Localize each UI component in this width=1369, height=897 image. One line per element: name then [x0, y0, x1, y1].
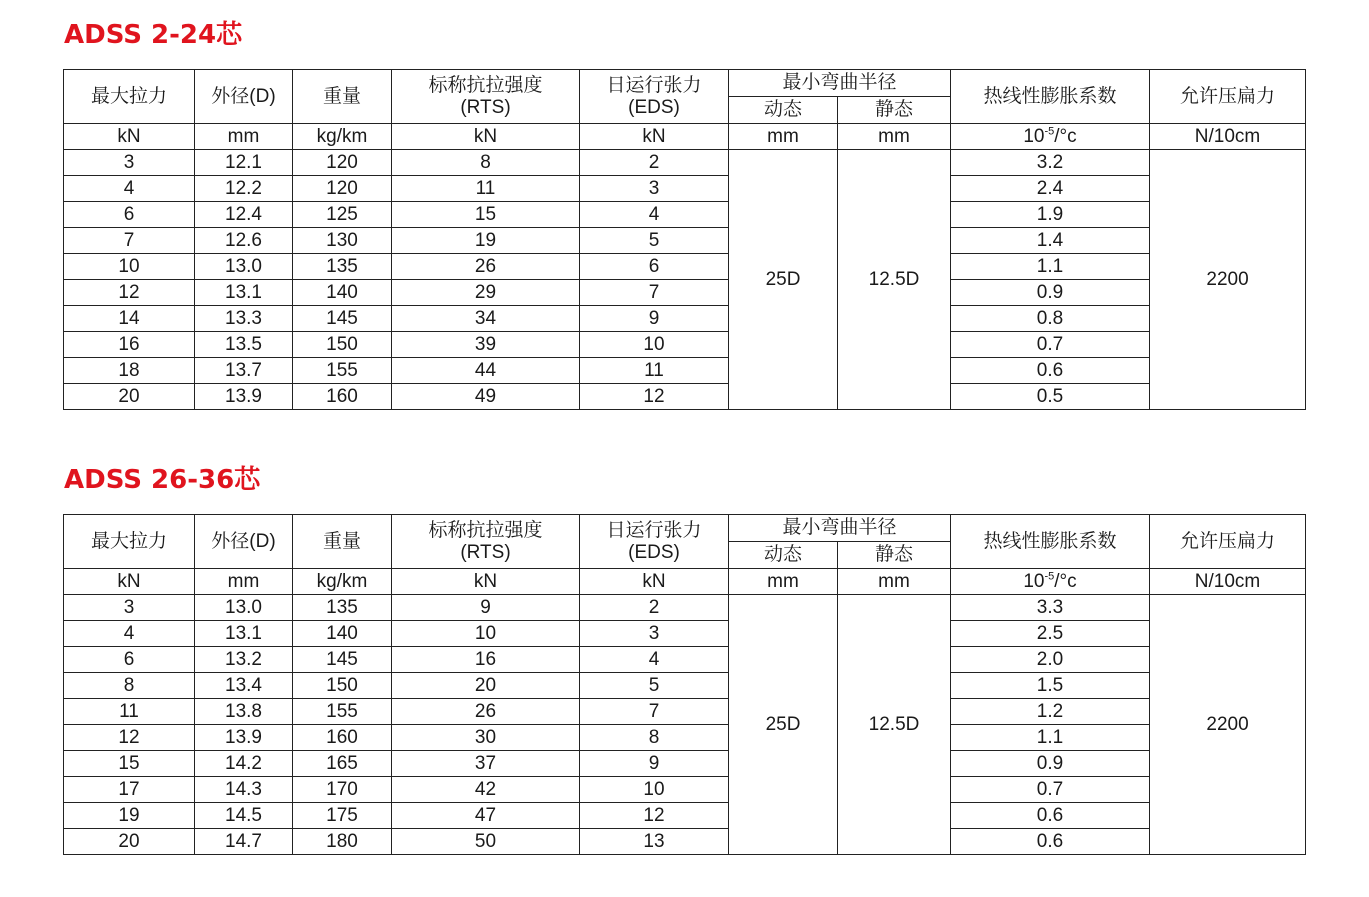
header-crush: 允许压扁力: [1150, 70, 1306, 124]
cell-weight: 160: [293, 725, 392, 751]
cell-eds: 3: [580, 621, 729, 647]
cell-max-tension: 16: [64, 332, 195, 358]
cell-weight: 150: [293, 673, 392, 699]
cell-diameter: 14.5: [195, 803, 293, 829]
cell-weight: 140: [293, 280, 392, 306]
unit-max-tension: kN: [64, 569, 195, 595]
cell-max-tension: 7: [64, 228, 195, 254]
unit-diameter: mm: [195, 124, 293, 150]
header-weight: 重量: [293, 515, 392, 569]
cell-eds: 12: [580, 803, 729, 829]
cell-diameter: 13.2: [195, 647, 293, 673]
cell-diameter: 14.2: [195, 751, 293, 777]
cell-rts: 44: [392, 358, 580, 384]
table-row: [64, 725, 1306, 751]
table-row: [64, 384, 1306, 410]
cell-thermal: 2.0: [951, 647, 1150, 673]
cell-max-tension: 3: [64, 150, 195, 176]
cell-diameter: 13.7: [195, 358, 293, 384]
header-bend-radius: 最小弯曲半径: [729, 70, 951, 97]
spec-table-2-24-core: [63, 69, 1306, 410]
header-diameter: 外径(D): [195, 515, 293, 569]
table-row: [64, 777, 1306, 803]
cell-max-tension: 10: [64, 254, 195, 280]
cell-weight: 135: [293, 595, 392, 621]
unit-rts: kN: [392, 569, 580, 595]
unit-weight: kg/km: [293, 569, 392, 595]
table-row: [64, 202, 1306, 228]
cell-weight: 150: [293, 332, 392, 358]
cell-rts: 37: [392, 751, 580, 777]
header-rts-line2: (RTS): [460, 96, 511, 118]
unit-eds: kN: [580, 569, 729, 595]
header-crush: 允许压扁力: [1150, 515, 1306, 569]
cell-diameter: 14.7: [195, 829, 293, 855]
section-title-2-24-core: ADSS 2-24芯: [64, 20, 243, 50]
header-rts-line1: 标称抗拉强度: [428, 519, 543, 541]
cell-eds: 11: [580, 358, 729, 384]
cell-rts: 30: [392, 725, 580, 751]
cell-bend-dynamic: 25D: [729, 595, 838, 855]
header-row: [64, 70, 1306, 97]
cell-diameter: 12.6: [195, 228, 293, 254]
cell-diameter: 13.8: [195, 699, 293, 725]
cell-diameter: 12.1: [195, 150, 293, 176]
cell-diameter: 13.3: [195, 306, 293, 332]
cell-rts: 34: [392, 306, 580, 332]
cell-crush: 2200: [1150, 595, 1306, 855]
cell-eds: 2: [580, 150, 729, 176]
unit-bend-dynamic: mm: [729, 569, 838, 595]
cell-eds: 4: [580, 202, 729, 228]
cell-max-tension: 6: [64, 647, 195, 673]
cell-max-tension: 15: [64, 751, 195, 777]
cell-weight: 160: [293, 384, 392, 410]
unit-thermal-suffix: /°c: [1054, 571, 1077, 592]
table-row: [64, 803, 1306, 829]
table-row: [64, 595, 1306, 621]
cell-eds: 5: [580, 228, 729, 254]
header-bend-static: 静态: [838, 542, 951, 569]
header-row: [64, 515, 1306, 542]
header-rts-line1: 标称抗拉强度: [428, 74, 543, 96]
header-diameter: 外径(D): [195, 70, 293, 124]
cell-eds: 7: [580, 280, 729, 306]
header-bend-radius: 最小弯曲半径: [729, 515, 951, 542]
cell-max-tension: 12: [64, 725, 195, 751]
unit-bend-static: mm: [838, 569, 951, 595]
cell-eds: 9: [580, 306, 729, 332]
unit-thermal-base: 10: [1023, 126, 1045, 147]
unit-bend-static: mm: [838, 124, 951, 150]
header-thermal: 热线性膨胀系数: [951, 515, 1150, 569]
cell-eds: 8: [580, 725, 729, 751]
header-max-tension: 最大拉力: [64, 70, 195, 124]
cell-weight: 125: [293, 202, 392, 228]
header-bend-static: 静态: [838, 97, 951, 124]
cell-max-tension: 11: [64, 699, 195, 725]
cell-rts: 16: [392, 647, 580, 673]
table-row: [64, 647, 1306, 673]
unit-thermal-suffix: /°c: [1054, 126, 1077, 147]
cell-thermal: 1.1: [951, 725, 1150, 751]
cell-thermal: 1.5: [951, 673, 1150, 699]
table-row: [64, 280, 1306, 306]
table-row: [64, 306, 1306, 332]
header-bend-dynamic: 动态: [729, 97, 838, 124]
unit-diameter: mm: [195, 569, 293, 595]
header-eds-line1: 日运行张力: [606, 74, 702, 96]
header-weight: 重量: [293, 70, 392, 124]
cell-weight: 170: [293, 777, 392, 803]
cell-max-tension: 20: [64, 829, 195, 855]
cell-rts: 42: [392, 777, 580, 803]
table-row: [64, 228, 1306, 254]
unit-thermal-exponent: -5: [1044, 125, 1055, 138]
table-row: [64, 699, 1306, 725]
cell-eds: 7: [580, 699, 729, 725]
cell-diameter: 12.4: [195, 202, 293, 228]
unit-weight: kg/km: [293, 124, 392, 150]
cell-rts: 19: [392, 228, 580, 254]
header-thermal: 热线性膨胀系数: [951, 70, 1150, 124]
cell-eds: 9: [580, 751, 729, 777]
cell-thermal: 0.5: [951, 384, 1150, 410]
cell-rts: 9: [392, 595, 580, 621]
cell-weight: 145: [293, 647, 392, 673]
section-title-26-36-core: ADSS 26-36芯: [64, 465, 261, 495]
cell-eds: 2: [580, 595, 729, 621]
units-row: [64, 569, 1306, 595]
cell-weight: 175: [293, 803, 392, 829]
cell-rts: 26: [392, 254, 580, 280]
cell-thermal: 0.6: [951, 358, 1150, 384]
table-row: [64, 673, 1306, 699]
table-row: [64, 621, 1306, 647]
cell-thermal: 3.2: [951, 150, 1150, 176]
cell-bend-static: 12.5D: [838, 150, 951, 410]
cell-eds: 3: [580, 176, 729, 202]
cell-max-tension: 4: [64, 621, 195, 647]
cell-weight: 140: [293, 621, 392, 647]
header-eds: [580, 70, 729, 124]
cell-weight: 180: [293, 829, 392, 855]
cell-rts: 11: [392, 176, 580, 202]
cell-max-tension: 12: [64, 280, 195, 306]
header-rts: [392, 515, 580, 569]
cell-rts: 15: [392, 202, 580, 228]
cell-weight: 155: [293, 699, 392, 725]
cell-thermal: 1.9: [951, 202, 1150, 228]
cell-eds: 6: [580, 254, 729, 280]
cell-thermal: 0.7: [951, 332, 1150, 358]
unit-eds: kN: [580, 124, 729, 150]
cell-diameter: 13.0: [195, 254, 293, 280]
header-eds-line2: (EDS): [628, 96, 680, 118]
cell-thermal: 2.5: [951, 621, 1150, 647]
cell-eds: 13: [580, 829, 729, 855]
cell-max-tension: 4: [64, 176, 195, 202]
cell-weight: 120: [293, 150, 392, 176]
cell-max-tension: 17: [64, 777, 195, 803]
unit-thermal: [951, 124, 1150, 150]
header-eds-line2: (EDS): [628, 541, 680, 563]
table-row: [64, 751, 1306, 777]
cell-eds: 12: [580, 384, 729, 410]
cell-weight: 130: [293, 228, 392, 254]
unit-thermal: [951, 569, 1150, 595]
header-eds: [580, 515, 729, 569]
cell-thermal: 0.9: [951, 751, 1150, 777]
cell-weight: 145: [293, 306, 392, 332]
cell-diameter: 14.3: [195, 777, 293, 803]
cell-eds: 10: [580, 777, 729, 803]
cell-max-tension: 3: [64, 595, 195, 621]
cell-max-tension: 19: [64, 803, 195, 829]
cell-diameter: 13.5: [195, 332, 293, 358]
cell-diameter: 13.9: [195, 384, 293, 410]
cell-max-tension: 18: [64, 358, 195, 384]
unit-thermal-exponent: -5: [1044, 570, 1055, 583]
unit-max-tension: kN: [64, 124, 195, 150]
cell-diameter: 13.0: [195, 595, 293, 621]
cell-weight: 135: [293, 254, 392, 280]
unit-crush: N/10cm: [1150, 569, 1306, 595]
cell-thermal: 0.9: [951, 280, 1150, 306]
table-row: [64, 176, 1306, 202]
cell-weight: 165: [293, 751, 392, 777]
unit-rts: kN: [392, 124, 580, 150]
spec-table-26-36-core: [63, 514, 1306, 855]
cell-eds: 5: [580, 673, 729, 699]
cell-thermal: 2.4: [951, 176, 1150, 202]
cell-weight: 155: [293, 358, 392, 384]
units-row: [64, 124, 1306, 150]
header-eds-line1: 日运行张力: [606, 519, 702, 541]
table-row: [64, 358, 1306, 384]
cell-rts: 39: [392, 332, 580, 358]
table-row: [64, 332, 1306, 358]
cell-rts: 10: [392, 621, 580, 647]
unit-crush: N/10cm: [1150, 124, 1306, 150]
cell-rts: 26: [392, 699, 580, 725]
cell-diameter: 13.1: [195, 280, 293, 306]
cell-rts: 47: [392, 803, 580, 829]
table-row: [64, 254, 1306, 280]
table-row: [64, 829, 1306, 855]
cell-crush: 2200: [1150, 150, 1306, 410]
cell-thermal: 3.3: [951, 595, 1150, 621]
cell-rts: 20: [392, 673, 580, 699]
header-rts: [392, 70, 580, 124]
cell-thermal: 0.6: [951, 829, 1150, 855]
header-bend-dynamic: 动态: [729, 542, 838, 569]
header-max-tension: 最大拉力: [64, 515, 195, 569]
cell-bend-static: 12.5D: [838, 595, 951, 855]
cell-rts: 49: [392, 384, 580, 410]
cell-bend-dynamic: 25D: [729, 150, 838, 410]
cell-max-tension: 6: [64, 202, 195, 228]
cell-diameter: 13.1: [195, 621, 293, 647]
cell-diameter: 12.2: [195, 176, 293, 202]
unit-bend-dynamic: mm: [729, 124, 838, 150]
cell-thermal: 0.6: [951, 803, 1150, 829]
cell-rts: 8: [392, 150, 580, 176]
cell-eds: 4: [580, 647, 729, 673]
cell-thermal: 0.7: [951, 777, 1150, 803]
cell-diameter: 13.9: [195, 725, 293, 751]
cell-diameter: 13.4: [195, 673, 293, 699]
cell-thermal: 1.2: [951, 699, 1150, 725]
cell-thermal: 1.1: [951, 254, 1150, 280]
cell-max-tension: 14: [64, 306, 195, 332]
cell-max-tension: 20: [64, 384, 195, 410]
cell-eds: 10: [580, 332, 729, 358]
table-row: [64, 150, 1306, 176]
header-rts-line2: (RTS): [460, 541, 511, 563]
cell-thermal: 1.4: [951, 228, 1150, 254]
cell-rts: 29: [392, 280, 580, 306]
cell-weight: 120: [293, 176, 392, 202]
unit-thermal-base: 10: [1023, 571, 1045, 592]
cell-rts: 50: [392, 829, 580, 855]
cell-max-tension: 8: [64, 673, 195, 699]
cell-thermal: 0.8: [951, 306, 1150, 332]
